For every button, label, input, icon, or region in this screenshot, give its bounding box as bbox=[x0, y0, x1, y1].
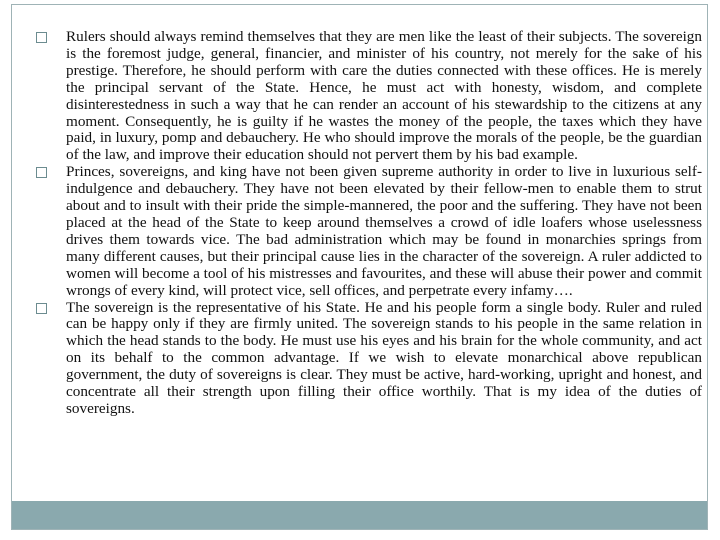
bullet-text: The sovereign is the representative of his State. He and his people form a single body. Ruler and ruled can be happy only if they are firmly united. The sovereign stands to his people in the same relation in which the head stands to the body. He must use his eyes and his brain for the whole community, and act on its behalf to the common advantage. If we wish to elevate monarchical above republican government, the duty of sovereigns is clear. They must be active, hard-working, upright and honest, and concentrate all their strength upon filling their office worthily. That is my idea of the duties of sovereigns. bbox=[66, 298, 702, 417]
bullet-text: Princes, sovereigns, and king have not been given supreme authority in order to live in luxurious self-indulgence and debauchery. They have not been elevated by their fellow-men to enable them to strut about and to insult with their pride the simple-mannered, the poor and the suffering. They have not been placed at the head of the State to keep around themselves a crowd of idle loafers whose uselessness drives them towards vice. The bad administration which may be found in monarchies springs from many different causes, but their principal cause lies in the character of the sovereign. A ruler addicted to women will become a tool of his mistresses and favourites, and these will abuse their power and commit wrongs of every kind, will protect vice, sell offices, and perpetrate every infamy…. bbox=[66, 163, 702, 299]
list-item bbox=[36, 29, 702, 164]
square-bullet-icon bbox=[36, 167, 47, 178]
slide-frame bbox=[11, 4, 708, 530]
bullet-list bbox=[36, 29, 702, 418]
square-bullet-icon bbox=[36, 32, 47, 43]
footer-bar bbox=[12, 501, 707, 529]
bullet-text: Rulers should always remind themselves that they are men like the least of their subjects. The sovereign is the foremost judge, general, financier, and minister of his country, not merely for the sake of his prestige. Therefore, he should perform with care the duties connected with these offices. He is merely the principal servant of the State. Hence, he must act with honesty, wisdom, and complete disinterestedness in such a way that he can render an account of his stewardship to the citizens at any moment. Consequently, he is guilty if he wastes the money of the people, the taxes which they have paid, in luxury, pomp and debauchery. He who should improve the morals of the people, be the guardian of the law, and improve their education should not pervert them by his bad example. bbox=[66, 28, 702, 164]
list-item bbox=[36, 164, 702, 299]
square-bullet-icon bbox=[36, 303, 47, 314]
list-item bbox=[36, 300, 702, 418]
